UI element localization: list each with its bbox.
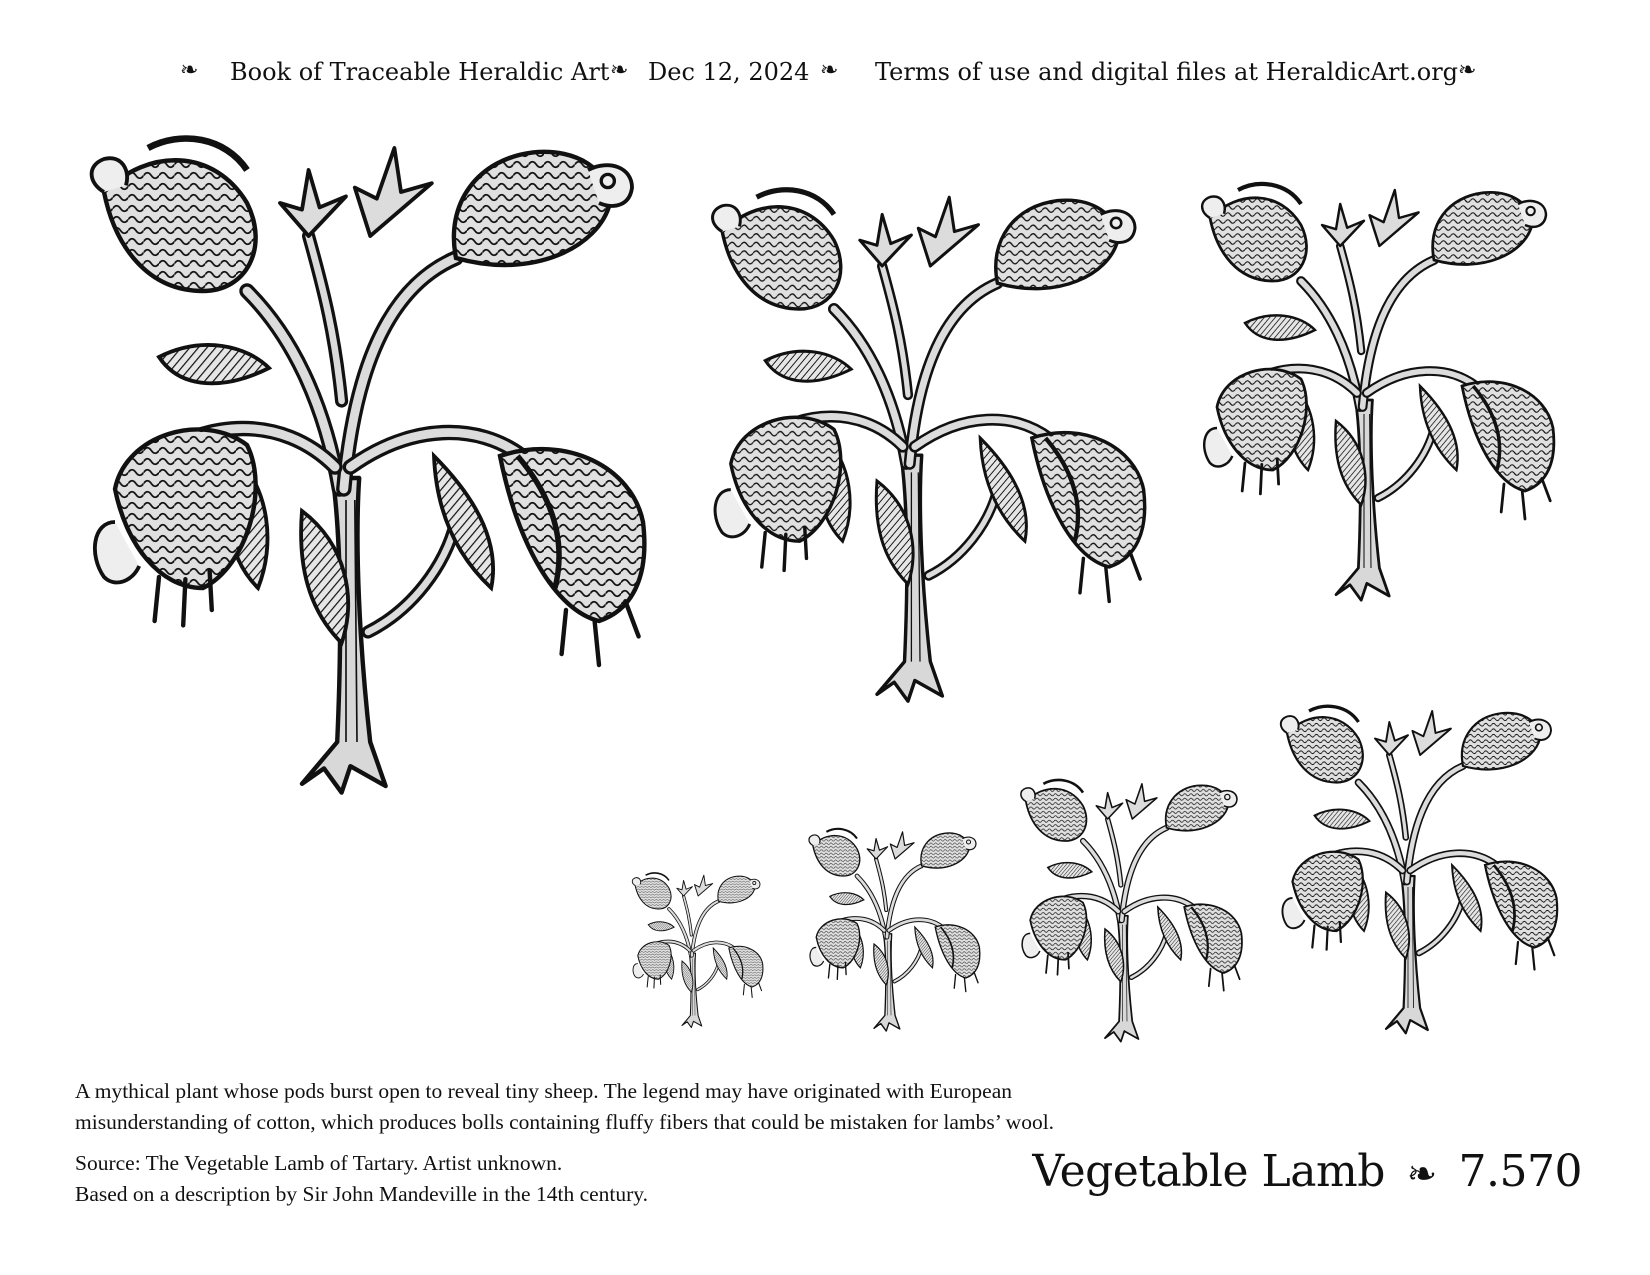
fleuron-ornament: ❧ bbox=[1458, 58, 1477, 83]
description-line: misunderstanding of cotton, which produces bolls containing fluffy fibers that could be mistaken for lambs’ wool. bbox=[75, 1110, 1055, 1134]
vegetable-lamb-large bbox=[92, 139, 645, 793]
publication-date: Dec 12, 2024 bbox=[648, 58, 810, 86]
vegetable-lamb-medium bbox=[713, 190, 1145, 701]
vegetable-lamb-tiniest bbox=[632, 873, 763, 1028]
fleuron-ornament: ❧ bbox=[180, 58, 199, 83]
description-text bbox=[75, 1076, 1375, 1138]
description-line: A mythical plant whose pods burst open to reveal tiny sheep. The legend may have originated with European bbox=[75, 1079, 1013, 1103]
fleuron-ornament: ❧ bbox=[820, 58, 839, 83]
vegetable-lamb-smaller bbox=[1021, 780, 1242, 1042]
source-line: Based on a description by Sir John Mandeville in the 14th century. bbox=[75, 1182, 649, 1206]
plate-number: 7.570 bbox=[1458, 1146, 1582, 1197]
plate-title bbox=[1032, 1146, 1582, 1197]
vegetable-lamb-small bbox=[1281, 706, 1557, 1033]
plate-name: Vegetable Lamb bbox=[1032, 1146, 1385, 1197]
vegetable-lamb-tiny bbox=[809, 829, 980, 1031]
fleuron-ornament: ❧ bbox=[1406, 1154, 1437, 1195]
terms-of-use: Terms of use and digital files at HeraldicArt.org bbox=[875, 58, 1459, 86]
source-text bbox=[75, 1148, 975, 1210]
vegetable-lamb-medium-small bbox=[1202, 184, 1554, 600]
source-line: Source: The Vegetable Lamb of Tartary. Artist unknown. bbox=[75, 1151, 563, 1175]
book-title: Book of Traceable Heraldic Art bbox=[230, 58, 610, 86]
fleuron-ornament: ❧ bbox=[610, 58, 629, 83]
